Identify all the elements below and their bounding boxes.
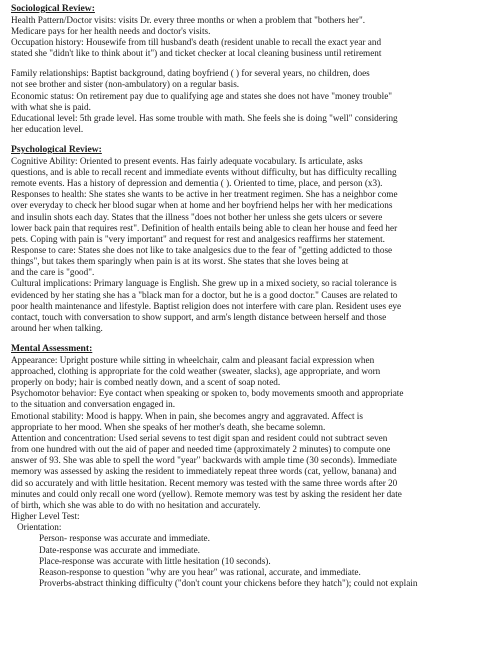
text-line: Responses to health: She states she wants to be active in her treatment regimen. She has a neighbor come (11, 189, 398, 200)
text-line: and insulin shots each day. States that the illness "does not bother her unless she gets ulcers or severe (11, 211, 383, 222)
orientation-item: Place-response was accurate with little hesitation (10 seconds). (39, 555, 271, 566)
text-line: did so accurately and with little hesitation. Recent memory was tested with the same three words after 20 (11, 477, 398, 488)
psychological-review-heading: Psychological Review: (11, 144, 102, 156)
text-line: Economic status: On retirement pay due to qualifying age and states she does not have "money trouble" (11, 90, 393, 101)
text-line: Higher Level Test: (11, 511, 80, 522)
text-line: approached, clothing is appropriate for the cold weather (sweater, slacks), age appropriate, and worn (11, 366, 381, 376)
text-line: Cognitive Ability: Oriented to present events. Has fairly adequate vocabulary. Is articulate, asks (11, 155, 363, 166)
text-line: Health Pattern/Doctor visits: visits Dr. every three months or when a problem that "bothers her". (11, 14, 365, 25)
text-line: contact, touch with conversation to show support, and arm's length distance between herself and those (11, 311, 387, 322)
text-line: not see brother and sister (non-ambulatory) on a regular basis. (11, 79, 240, 90)
text-line: pets. Coping with pain is "very important" and request for rest and analgesics reaffirms her statement. (11, 233, 385, 244)
text-line: Educational level: 5th grade level. Has some trouble with math. She feels she is doing "well" considering (11, 112, 398, 123)
orientation-item: Date-response was accurate and immediate. (39, 544, 200, 555)
text-line: lower back pain that requires rest". Definition of health entails being able to clean her house and feed her (11, 222, 398, 233)
text-line: over everyday to check her blood sugar when at home and her boyfriend helps her with her medications (11, 200, 393, 211)
text-line: her education level. (11, 124, 84, 134)
text-line: Occupation history: Housewife from till husband's death (resident unable to recall the exact year and (11, 36, 382, 47)
sociological-lines-a (11, 15, 496, 60)
text-line: Psychomotor behavior: Eye contact when speaking or spoken to, body movements smooth and appropriate (11, 388, 404, 399)
text-line: memory was assessed by asking the resident to immediately repeat three words (cat, yellow, banana) and (11, 466, 397, 477)
text-line: Attention and concentration: Used serial sevens to test digit span and resident could not subtract seven (11, 432, 388, 443)
text-line: Appearance: Upright posture while sitting in wheelchair, calm and pleasant facial expression when (11, 354, 375, 365)
text-line: to the situation and conversation engaged in. (11, 399, 176, 410)
text-line: appropriate to her mood. When she speaks of her mother's death, she became solemn. (11, 421, 326, 432)
text-line: answer of 93. She was able to spell the word "year" backwards with ample time (30 seconds). Immediate (11, 455, 397, 466)
text-line: and the care is "good". (11, 267, 95, 278)
orientation-item: Person- response was accurate and immediate. (39, 533, 210, 544)
paragraph-gap (11, 59, 496, 68)
text-line: poor health maintenance and lifestyle. Baptist religion does not interfere with care plan. Resident uses eye (11, 300, 402, 311)
text-line: Medicare pays for her health needs and doctor's visits. (11, 25, 211, 36)
orientation-item: Proverbs-abstract thinking difficulty ("don't count your chickens before they hatch"); could not explain (39, 577, 418, 588)
text-line: evidenced by her stating she has a "black man for a doctor, but he is a good doctor." Causes are related to (11, 289, 398, 300)
text-line: things", but takes them sparingly when pain is at its worst. She states that she loves being at (11, 256, 349, 267)
text-line: Family relationships: Baptist background, dating boyfriend ( ) for several years, no children, does (11, 68, 370, 79)
text-line: remote events. Has a history of depression and dementia ( ). Oriented to time, place, and person (x3). (11, 178, 383, 189)
sociological-review-heading: Sociological Review: (11, 3, 95, 14)
text-line: minutes and could only recall one word (yellow). Remote memory was test by asking the resident her date (11, 488, 402, 499)
text-line: questions, and is able to recall recent and immediate events without difficulty, but has difficulty recalling (11, 166, 397, 177)
mental-assessment-section (11, 343, 496, 589)
text-line: around her when talking. (11, 323, 103, 334)
sociological-lines-b (11, 68, 496, 135)
text-line: Response to care: States she does not like to take analgesics due to the fear of "getting addicted to those (11, 245, 393, 255)
text-line: of birth, which she was able to do with no hesitation and accurately. (11, 499, 261, 510)
text-line: with what she is paid. (11, 101, 91, 112)
text-line: from one hundred with out the aid of paper and needed time (approximately 2 minutes) to compute one (11, 444, 391, 455)
mental-assessment-heading: Mental Assessment: (11, 343, 93, 355)
orientation-item: Reason-response to question "why are you hear" was rational, accurate, and immediate. (39, 566, 361, 577)
text-line: properly on body; hair is combed neatly down, and a scent of soap noted. (11, 377, 281, 388)
text-line: stated she "didn't like to think about it") and ticket checker at local cleaning business until retirement (11, 48, 382, 59)
text-line: Emotional stability: Mood is happy. When in pain, she becomes angry and aggravated. Affect is (11, 410, 363, 421)
sociological-review-section (11, 3, 496, 135)
psychological-review-section (11, 144, 496, 334)
text-line: Orientation: (17, 522, 62, 533)
text-line: Cultural implications: Primary language is English. She grew up in a mixed society, so racial tolerance is (11, 278, 397, 289)
